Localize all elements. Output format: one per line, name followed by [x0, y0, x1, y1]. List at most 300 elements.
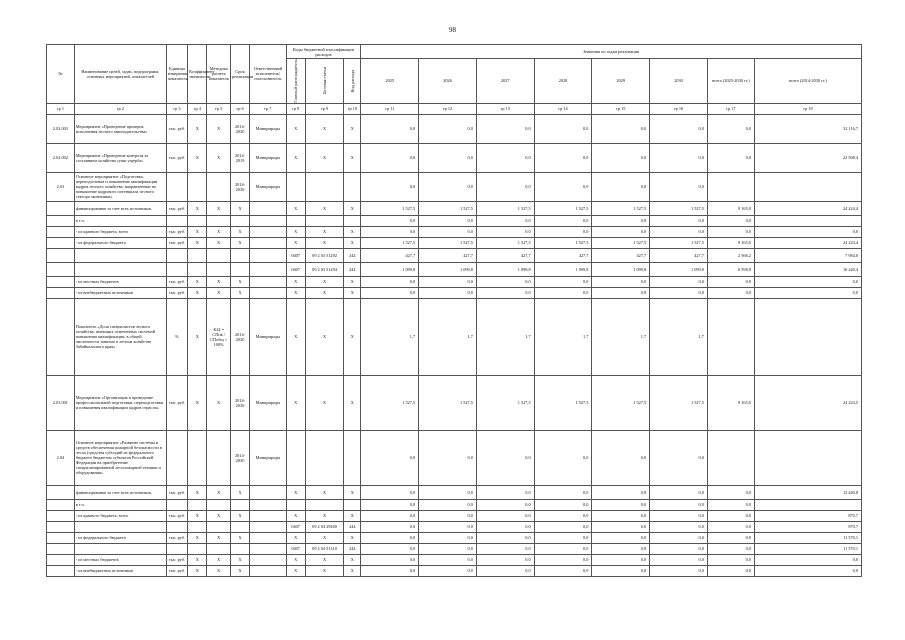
row-value: 1 527,5	[361, 201, 419, 215]
row-coef: Х	[188, 510, 207, 521]
row-value: 0,0	[361, 215, 419, 226]
row-unit: тыс. руб.	[166, 485, 187, 499]
row-method	[207, 499, 231, 510]
row-unit: тыс. руб.	[166, 510, 187, 521]
row-code-grbs: Х	[286, 532, 305, 543]
row-term: Х	[230, 532, 249, 543]
row-method	[207, 248, 231, 262]
row-value: 0,0	[419, 499, 477, 510]
row-code-grbs: Х	[286, 485, 305, 499]
row-value: 0,0	[476, 172, 534, 201]
row-value	[754, 430, 861, 485]
row-value: 1 527,5	[476, 201, 534, 215]
row-value: 1,7	[361, 298, 419, 375]
row-value: 0,0	[650, 510, 708, 521]
row-method: Х	[207, 237, 231, 248]
row-value: 1,7	[592, 298, 650, 375]
row-value: 0,0	[650, 143, 708, 172]
row-value: 9 165,0	[707, 375, 754, 430]
row-value: 0,0	[534, 543, 592, 554]
row-coef	[188, 543, 207, 554]
row-num	[47, 565, 75, 576]
row-value: 0,0	[592, 143, 650, 172]
row-coef: Х	[188, 298, 207, 375]
row-num	[47, 532, 75, 543]
row-coef: Х	[188, 485, 207, 499]
column-number: гр 4	[188, 103, 207, 114]
column-number: гр 14	[534, 103, 592, 114]
row-term	[230, 248, 249, 262]
row-term: Х	[230, 226, 249, 237]
row-value	[754, 215, 861, 226]
row-value	[707, 298, 754, 375]
row-value: 0,0	[476, 114, 534, 143]
row-code-grbs	[286, 499, 305, 510]
row-name: Основное мероприятие «Подготовка, переподготовка и повышение квалификации кадров лесного хозяйства, направленные на повышение кадрового потенциала лесного сектора экономики»	[74, 172, 166, 201]
table-row	[47, 375, 862, 430]
row-value: 0,0	[707, 485, 754, 499]
row-code-vr: Х	[344, 510, 361, 521]
row-value: 0,0	[476, 276, 534, 287]
row-term: 2014-2030	[230, 298, 249, 375]
row-value: 0,0	[476, 532, 534, 543]
row-value: 0,0	[650, 215, 708, 226]
column-number: гр 1	[47, 103, 75, 114]
row-method	[207, 262, 231, 276]
row-method: Х	[207, 143, 231, 172]
row-value: 0,0	[534, 485, 592, 499]
row-value: 52 116,7	[754, 114, 861, 143]
row-code-grbs: Х	[286, 114, 305, 143]
row-term	[230, 262, 249, 276]
row-num	[47, 201, 75, 215]
row-value: 0,0	[419, 543, 477, 554]
row-exec	[250, 554, 286, 565]
row-value: 1 527,5	[419, 237, 477, 248]
row-value: 0,0	[419, 554, 477, 565]
row-term: 2014-2030	[230, 172, 249, 201]
row-value: 0,0	[707, 521, 754, 532]
row-value: 9 165,0	[707, 201, 754, 215]
table-row	[47, 510, 862, 521]
row-code-vr: Х	[344, 565, 361, 576]
header-year: 2027	[476, 59, 534, 104]
row-unit: тыс. руб.	[166, 375, 187, 430]
row-value: 0,0	[419, 287, 477, 298]
column-number: гр 7	[250, 103, 286, 114]
row-value: 0,0	[419, 226, 477, 237]
row-method: Х	[207, 276, 231, 287]
row-name: финансирование за счет всех источников,	[74, 201, 166, 215]
row-value: 0,0	[707, 226, 754, 237]
row-coef	[188, 430, 207, 485]
row-value: 1,7	[419, 298, 477, 375]
row-exec	[250, 276, 286, 287]
row-name: - из федерального бюджета	[74, 237, 166, 248]
row-value: 0,0	[419, 510, 477, 521]
row-unit: тыс. руб.	[166, 532, 187, 543]
row-value: 0,0	[534, 532, 592, 543]
row-value: 0,0	[592, 485, 650, 499]
header-coef: Коэффициент значимости	[188, 45, 207, 104]
table-row	[47, 262, 862, 276]
row-code-grbs: Х	[286, 143, 305, 172]
row-code-grbs: Х	[286, 276, 305, 287]
table-row	[47, 172, 862, 201]
row-coef: Х	[188, 375, 207, 430]
row-term	[230, 215, 249, 226]
row-value: 0,0	[419, 565, 477, 576]
row-value: 0,0	[592, 226, 650, 237]
row-value: 0,0	[754, 287, 861, 298]
row-num	[47, 499, 75, 510]
row-value: 0,0	[592, 543, 650, 554]
row-value: 1,7	[650, 298, 708, 375]
header-num: №	[47, 45, 75, 104]
row-coef	[188, 215, 207, 226]
row-value: 0,0	[534, 565, 592, 576]
row-value: 0,0	[534, 276, 592, 287]
row-method: Х	[207, 201, 231, 215]
row-code-vr	[344, 215, 361, 226]
row-term: Х	[230, 287, 249, 298]
row-coef	[188, 262, 207, 276]
row-value: 0,0	[476, 565, 534, 576]
row-num	[47, 226, 75, 237]
row-value: 0,0	[707, 499, 754, 510]
row-num	[47, 485, 75, 499]
row-exec: Минприроды	[250, 430, 286, 485]
row-code-vr: 244	[344, 248, 361, 262]
row-method	[207, 521, 231, 532]
row-name: - из краевого бюджета, всего	[74, 510, 166, 521]
column-number: гр 18	[754, 103, 861, 114]
row-code-grbs: 0407	[286, 521, 305, 532]
row-name	[74, 262, 166, 276]
row-value: 0,0	[707, 215, 754, 226]
header-term: Срок реализации	[230, 45, 249, 104]
table-row	[47, 237, 862, 248]
row-value: 0,0	[419, 430, 477, 485]
row-value: 870,7	[754, 521, 861, 532]
row-value: 1 527,5	[361, 237, 419, 248]
row-value: 0,0	[361, 114, 419, 143]
row-value: 0,0	[707, 510, 754, 521]
row-code-cs: 09 2 03 51292	[305, 248, 344, 262]
row-value: 427,7	[592, 248, 650, 262]
row-code-cs: 09 2 04 51310	[305, 543, 344, 554]
row-value: 0,0	[534, 510, 592, 521]
row-code-grbs: Х	[286, 510, 305, 521]
header-codes: Коды бюджетной классификации расходов	[286, 45, 361, 59]
row-value: 0,0	[361, 485, 419, 499]
row-unit: тыс. руб.	[166, 226, 187, 237]
row-code-vr	[344, 430, 361, 485]
row-code-cs: Х	[305, 114, 344, 143]
row-coef	[188, 248, 207, 262]
row-code-cs: Х	[305, 554, 344, 565]
row-method: Х	[207, 510, 231, 521]
column-number: гр 16	[650, 103, 708, 114]
row-exec	[250, 262, 286, 276]
row-exec	[250, 532, 286, 543]
row-code-vr: Х	[344, 532, 361, 543]
row-exec	[250, 201, 286, 215]
table-row	[47, 201, 862, 215]
row-code-cs: Х	[305, 276, 344, 287]
row-value: 0,0	[592, 114, 650, 143]
table-row	[47, 287, 862, 298]
row-value: 0,0	[754, 276, 861, 287]
row-value: 0,0	[419, 532, 477, 543]
row-method: Х	[207, 287, 231, 298]
row-value: 1 527,5	[650, 375, 708, 430]
header-year: 2026	[419, 59, 477, 104]
row-coef: Х	[188, 554, 207, 565]
row-value: 0,0	[361, 499, 419, 510]
table-row	[47, 276, 862, 287]
row-value: 0,0	[650, 565, 708, 576]
row-name: - из внебюджетных источников	[74, 287, 166, 298]
row-exec	[250, 287, 286, 298]
row-code-cs	[305, 430, 344, 485]
table-row	[47, 226, 862, 237]
row-code-vr: Х	[344, 276, 361, 287]
row-num	[47, 298, 75, 375]
row-method: К24 = СПпк / СПобщ × 100%	[207, 298, 231, 375]
row-code-vr: Х	[344, 485, 361, 499]
row-coef	[188, 521, 207, 532]
row-value: 1 099,8	[419, 262, 477, 276]
row-value: 24 224,4	[754, 237, 861, 248]
row-coef: Х	[188, 201, 207, 215]
row-num	[47, 276, 75, 287]
row-value: 1 527,5	[534, 201, 592, 215]
row-code-cs: Х	[305, 510, 344, 521]
row-value: 1 527,5	[419, 375, 477, 430]
row-code-grbs: Х	[286, 554, 305, 565]
row-value	[754, 298, 861, 375]
row-value: 0,0	[361, 510, 419, 521]
row-value: 0,0	[592, 565, 650, 576]
column-number: гр 10	[344, 103, 361, 114]
column-number: гр 9	[305, 103, 344, 114]
row-value: 0,0	[361, 521, 419, 532]
row-unit	[166, 543, 187, 554]
row-value: 0,0	[592, 532, 650, 543]
table-row	[47, 554, 862, 565]
row-value: 0,0	[707, 532, 754, 543]
program-table	[46, 44, 862, 577]
column-number: гр 2	[74, 103, 166, 114]
row-num: 2.03	[47, 172, 75, 201]
row-exec	[250, 248, 286, 262]
row-code-cs: 09 2 03 51294	[305, 262, 344, 276]
row-exec	[250, 499, 286, 510]
row-num: 2.02.003	[47, 114, 75, 143]
row-num	[47, 215, 75, 226]
row-value: 0,0	[754, 554, 861, 565]
row-coef: Х	[188, 237, 207, 248]
row-method: Х	[207, 114, 231, 143]
row-term: 2014-2030	[230, 430, 249, 485]
row-code-cs: Х	[305, 143, 344, 172]
row-name: в т.ч.	[74, 499, 166, 510]
row-code-vr: Х	[344, 237, 361, 248]
row-value: 11 570,1	[754, 532, 861, 543]
row-value: 0,0	[754, 565, 861, 576]
table-row	[47, 499, 862, 510]
row-value: 0,0	[650, 521, 708, 532]
row-code-vr: Х	[344, 114, 361, 143]
row-method	[207, 172, 231, 201]
row-code-cs	[305, 172, 344, 201]
row-exec	[250, 510, 286, 521]
row-value: 0,0	[534, 226, 592, 237]
row-code-vr: Х	[344, 554, 361, 565]
row-num	[47, 287, 75, 298]
row-coef: Х	[188, 565, 207, 576]
row-value: 0,0	[361, 172, 419, 201]
row-code-cs: Х	[305, 375, 344, 430]
row-value: 870,7	[754, 510, 861, 521]
row-value: 0,0	[650, 172, 708, 201]
row-value: 24 224,4	[754, 201, 861, 215]
row-value: 0,0	[534, 143, 592, 172]
row-method	[207, 430, 231, 485]
row-code-grbs: Х	[286, 226, 305, 237]
header-code-grbs: Главный распорядитель	[286, 59, 305, 104]
row-value: 0,0	[650, 287, 708, 298]
row-term	[230, 543, 249, 554]
row-code-grbs	[286, 215, 305, 226]
row-value: 0,0	[650, 276, 708, 287]
row-code-cs: Х	[305, 485, 344, 499]
row-term: Х	[230, 565, 249, 576]
row-term: Х	[230, 510, 249, 521]
row-value: 1 527,5	[476, 375, 534, 430]
row-value: 0,0	[361, 532, 419, 543]
table-row	[47, 143, 862, 172]
row-code-grbs: Х	[286, 287, 305, 298]
row-value: 0,0	[707, 143, 754, 172]
row-method: Х	[207, 532, 231, 543]
row-value: 0,0	[650, 114, 708, 143]
row-value: 1 099,8	[534, 262, 592, 276]
row-value: 0,0	[650, 499, 708, 510]
header-year: 2030	[650, 59, 708, 104]
table-row	[47, 485, 862, 499]
row-term: Х	[230, 237, 249, 248]
row-code-grbs: Х	[286, 201, 305, 215]
row-num: 2.03.001	[47, 375, 75, 430]
row-value: 0,0	[592, 430, 650, 485]
row-code-vr: Х	[344, 375, 361, 430]
row-value: 0,0	[592, 276, 650, 287]
row-exec	[250, 565, 286, 576]
row-exec	[250, 215, 286, 226]
row-value: 0,0	[650, 532, 708, 543]
row-exec: Минприроды	[250, 172, 286, 201]
row-code-vr: Х	[344, 143, 361, 172]
row-code-grbs: Х	[286, 237, 305, 248]
header-code-cs: Целевая статья	[305, 59, 344, 104]
row-value: 11 570,1	[754, 543, 861, 554]
row-method	[207, 543, 231, 554]
column-number: гр 11	[361, 103, 419, 114]
table-row	[47, 565, 862, 576]
row-code-vr: 244	[344, 521, 361, 532]
row-value: 0,0	[476, 430, 534, 485]
row-name	[74, 248, 166, 262]
row-value	[754, 172, 861, 201]
row-value: 427,7	[476, 248, 534, 262]
row-value: 2 566,2	[707, 248, 754, 262]
row-value: 0,0	[534, 114, 592, 143]
row-name: в т.ч.	[74, 215, 166, 226]
row-code-cs: Х	[305, 565, 344, 576]
row-value: 1 527,5	[592, 375, 650, 430]
row-value: 0,0	[419, 172, 477, 201]
row-coef: Х	[188, 114, 207, 143]
row-value: 6 598,8	[707, 262, 754, 276]
row-code-vr	[344, 172, 361, 201]
row-value: 0,0	[534, 554, 592, 565]
header-code-vr: Вид расхода	[344, 59, 361, 104]
row-value: 427,7	[650, 248, 708, 262]
row-code-vr	[344, 499, 361, 510]
header-name: Наименование целей, задач, подпрограмм, основных мероприятий, показателей	[74, 45, 166, 104]
row-value: 1 099,8	[476, 262, 534, 276]
row-value	[707, 172, 754, 201]
header-unit: Единица измерения показателя	[166, 45, 187, 104]
row-value: 0,0	[476, 215, 534, 226]
row-value: 0,0	[419, 485, 477, 499]
row-num: 2.04	[47, 430, 75, 485]
row-term: 2014-2030	[230, 375, 249, 430]
row-unit: %	[166, 298, 187, 375]
row-value: 0,0	[592, 287, 650, 298]
row-unit	[166, 521, 187, 532]
row-name: - из местных бюджетов	[74, 554, 166, 565]
row-value: 427,7	[534, 248, 592, 262]
table-row	[47, 248, 862, 262]
row-exec	[250, 543, 286, 554]
row-num	[47, 554, 75, 565]
row-unit	[166, 262, 187, 276]
row-name	[74, 521, 166, 532]
row-code-grbs: 0407	[286, 248, 305, 262]
row-coef: Х	[188, 226, 207, 237]
row-value: 1 099,8	[361, 262, 419, 276]
row-unit	[166, 430, 187, 485]
row-num	[47, 237, 75, 248]
row-code-vr: Х	[344, 298, 361, 375]
row-code-vr: Х	[344, 201, 361, 215]
table-row	[47, 114, 862, 143]
row-name: - из внебюджетных источников	[74, 565, 166, 576]
row-value: 0,0	[361, 287, 419, 298]
row-value: 0,0	[534, 215, 592, 226]
row-value: 0,0	[707, 114, 754, 143]
row-value: 0,0	[592, 215, 650, 226]
row-value: 0,0	[476, 543, 534, 554]
row-code-grbs	[286, 172, 305, 201]
row-name: Основное мероприятие «Развитие системы и средств обеспечения пожарной безопасности в лесах (средства субсидий из федерального бюджета бюджетам субъектов Российской Федерации на приобретение специализированной лесопожарной техники и оборудования»	[74, 430, 166, 485]
row-method	[207, 215, 231, 226]
row-value: 0,0	[476, 510, 534, 521]
row-value: 0,0	[534, 521, 592, 532]
